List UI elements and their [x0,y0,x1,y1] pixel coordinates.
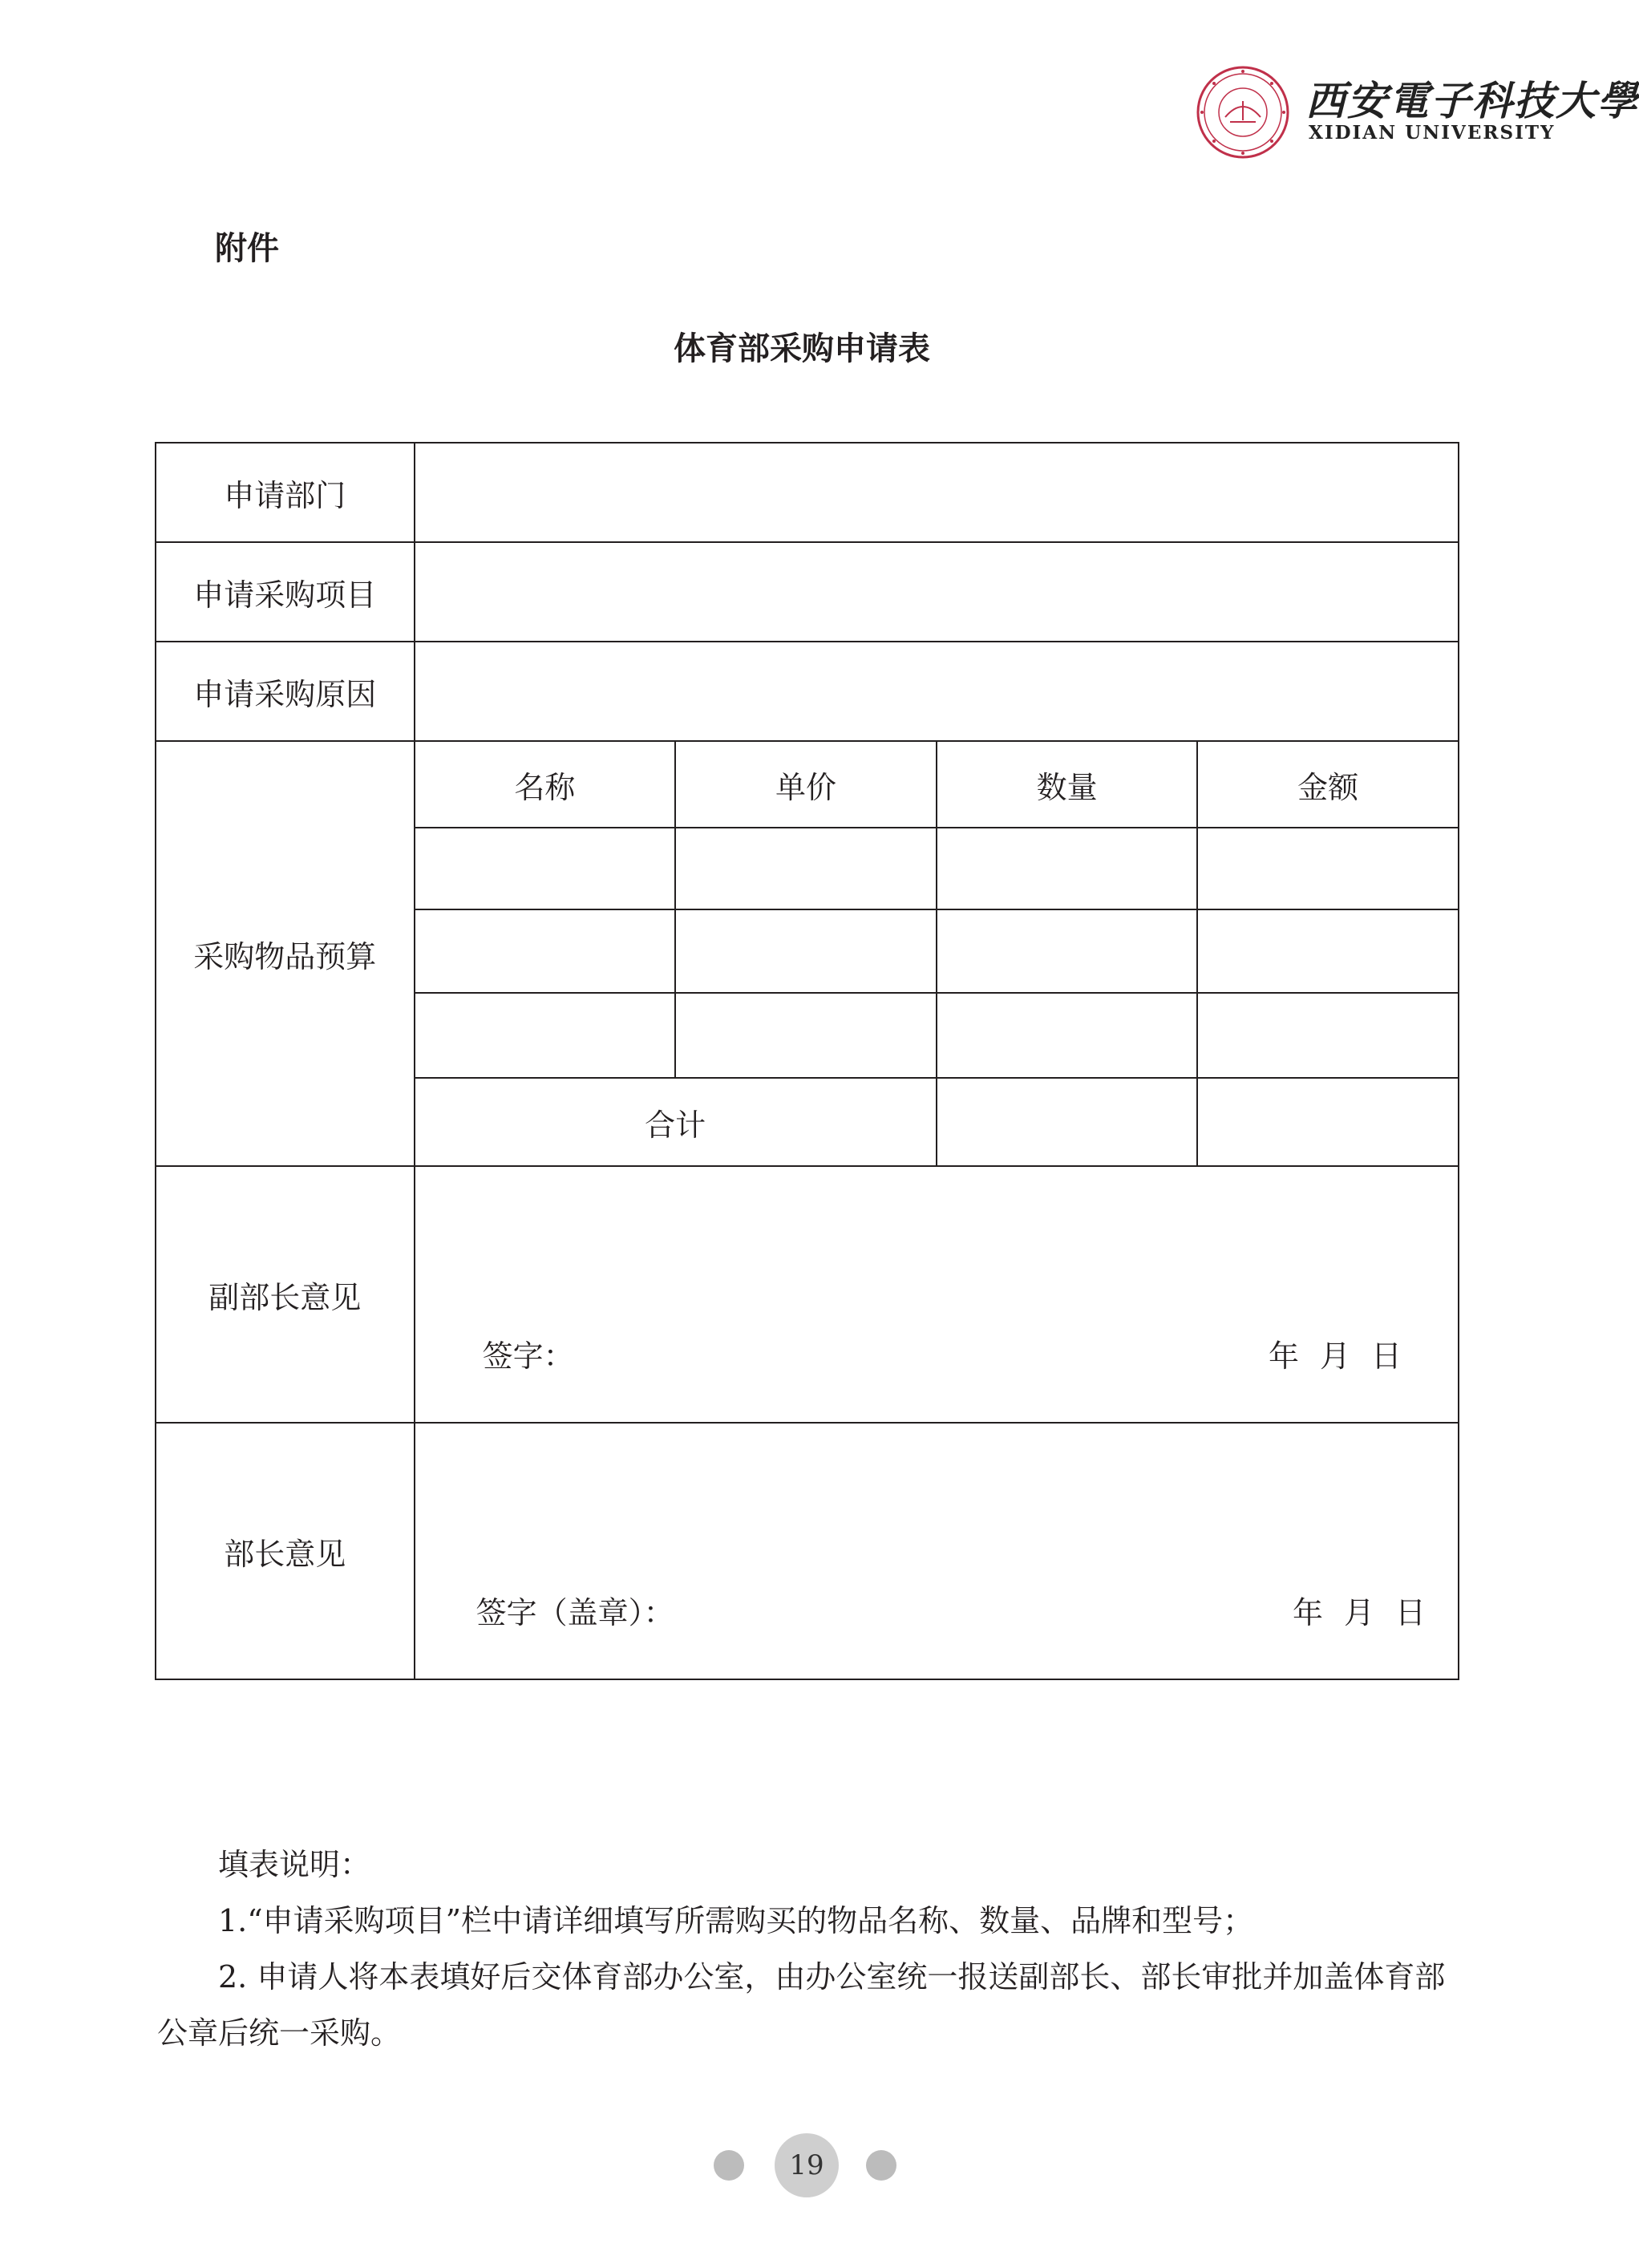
budget-header-row [156,741,1459,828]
form-title: 体育部采购申请表 [674,330,930,367]
reason-row [156,642,1459,741]
vice-director-row [156,1166,1459,1423]
budget-cell[interactable] [937,993,1198,1078]
logo-chinese-name: 西安電子科技大學 [1305,77,1639,124]
logo-english-name: XIDIAN UNIVERSITY [1309,122,1556,144]
form-instructions [157,1837,1464,2061]
instruction-item: 1.“申请采购项目”栏中请详细填写所需购买的物品名称、数量、品牌和型号； [218,1903,1254,1938]
instructions-title: 填表说明： [218,1847,371,1882]
project-row [156,542,1459,642]
director-row [156,1423,1459,1679]
page-number: 19 [775,2133,839,2197]
budget-cell[interactable] [415,828,676,909]
date-label [1248,1331,1402,1375]
page-indicator [714,2133,906,2197]
date-year: 年 [1292,1595,1323,1630]
department-row [156,443,1459,542]
budget-cell[interactable] [415,909,676,993]
date-day: 日 [1394,1595,1426,1630]
budget-cell[interactable] [937,828,1198,909]
instruction-item: 2. 申请人将本表填好后交体育部办公室，由办公室统一报送副部长、部长审批并加盖体育部公章后统一采购。 [157,1959,1446,2051]
budget-header-amount: 金额 [1197,741,1459,828]
total-amount-cell[interactable] [1197,1078,1459,1166]
attachment-label: 附件 [215,230,279,267]
date-year: 年 [1268,1339,1299,1374]
reason-field[interactable] [415,642,1459,741]
date-month: 月 [1319,1339,1350,1374]
department-label: 申请部门 [156,443,415,542]
signature-seal-label: 签字（盖章）： [476,1595,674,1630]
total-label: 合计 [415,1078,937,1166]
university-seal-icon [1195,64,1291,160]
director-opinion-field[interactable] [415,1423,1459,1679]
budget-cell[interactable] [675,993,937,1078]
budget-header-unit-price: 单价 [675,741,937,828]
budget-cell[interactable] [1197,909,1459,993]
budget-cell[interactable] [1197,993,1459,1078]
dot-icon [866,2150,896,2181]
budget-cell[interactable] [415,993,676,1078]
budget-header-quantity: 数量 [937,741,1198,828]
date-label [1272,1588,1426,1632]
purchase-form-table [155,442,1459,1680]
total-quantity-cell[interactable] [937,1078,1198,1166]
vice-director-label: 副部长意见 [156,1166,415,1423]
budget-label: 采购物品预算 [156,741,415,1166]
director-label: 部长意见 [156,1423,415,1679]
vice-director-opinion-field[interactable] [415,1166,1459,1423]
university-logo [1195,64,1639,168]
signature-label: 签字： [482,1339,574,1374]
budget-cell[interactable] [1197,828,1459,909]
date-day: 日 [1370,1339,1402,1374]
dot-icon [714,2150,744,2181]
project-field[interactable] [415,542,1459,642]
budget-cell[interactable] [675,828,937,909]
department-field[interactable] [415,443,1459,542]
date-month: 月 [1343,1595,1374,1630]
reason-label: 申请采购原因 [156,642,415,741]
budget-cell[interactable] [675,909,937,993]
budget-cell[interactable] [937,909,1198,993]
budget-header-name: 名称 [415,741,676,828]
project-label: 申请采购项目 [156,542,415,642]
